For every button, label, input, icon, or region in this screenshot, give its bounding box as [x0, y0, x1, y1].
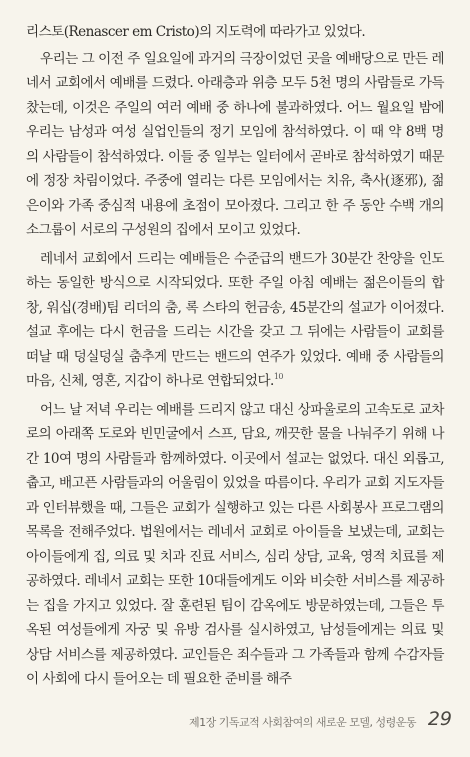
- footnote-marker: 10: [273, 372, 283, 381]
- page-number: 29: [427, 708, 452, 730]
- running-head: 제1장 기독교적 사회참여의 새로운 모델, 성령운동: [189, 716, 416, 729]
- paragraph-continuation: 리스토(Renascer em Cristo)의 지도력에 따라가고 있었다.: [26, 24, 366, 40]
- page-footer: [0, 708, 470, 732]
- paragraph-renascer-church-services: 우리는 그 이전 주 일요일에 과거의 극장이었던 곳을 예배당으로 만든 레네서 교회에서 예배를 드렸다. 아래층과 위층 모두 5천 명의 사람들로 가득 찼는데, 이것은 주일의 여러 예배 중 하나에 불과하였다. 어느 월요일 밤에 우리는 남성과 여성 실업인들의 정기 모임에 참석하였다. 이 때 약 8백 명의 사람들이 참석하였다. 이들 중 일부는 일터에서 곧바로 참석하였기 때문에 정장 차림이었다. 주중에 열리는 다른 모임에서는 치유, 축사(逐邪), 젊은이와 가족 중심적 내용에 초점이 모아졌다. 그리고 한 주 동안 수백 개의 소그룹이 서로의 구성원의 집에서 모이고 있었다.: [26, 50, 444, 238]
- paragraph-social-service: 어느 날 저녁 우리는 예배를 드리지 않고 대신 상파울로의 고속도로 교차로의 아래쪽 도로와 빈민굴에서 스프, 담요, 깨끗한 물을 나눠주기 위해 나간 10여 명의 사람들과 함께하였다. 이곳에서 설교는 없었다. 대신 외롭고, 춥고, 배고픈 사람들과의 어울림이 있었을 따름이다. 우리가 교회 지도자들과 인터뷰했을 때, 그들은 교회가 실행하고 있는 다른 사회봉사 프로그램의 목록을 전해주었다. 법원에서는 레네서 교회로 아이들을 보냈는데, 교회는 아이들에게 집, 의료 및 치과 진료 서비스, 심리 상담, 교육, 영적 치료를 제공하였다. 레네서 교회는 또한 10대들에게도 이와 비슷한 서비스를 제공하는 집을 가지고 있었다. 잘 훈련된 팀이 감옥에도 방문하였는데, 그들은 투옥된 여성들에게 자궁 및 유방 검사를 실시하였고, 남성들에게는 의료 및 상담 서비스를 제공하였다. 교인들은 죄수들과 그 가족들과 함께 수감자들이 사회에 다시 들어오는 데 필요한 준비를 해주: [26, 401, 444, 687]
- paragraph-worship-style: [26, 247, 444, 394]
- paragraph-worship-style-text: 레네서 교회에서 드리는 예배들은 수준급의 밴드가 30분간 찬양을 인도하는 동일한 방식으로 시작되었다. 또한 주일 아침 예배는 젊은이들의 합창, 워십(경배)팀 리더의 춤, 록 스타의 헌금송, 45분간의 설교가 이어졌다. 설교 후에는 다시 헌금을 드리는 시간을 갖고 그 뒤에는 사람들이 교회를 떠날 때 덩실덩실 춤추게 만드는 밴드의 연주가 있었다. 예배 중 사람들의 마음, 신체, 영혼, 지갑이 하나로 연합되었다.: [26, 250, 444, 389]
- page-body: [26, 20, 444, 692]
